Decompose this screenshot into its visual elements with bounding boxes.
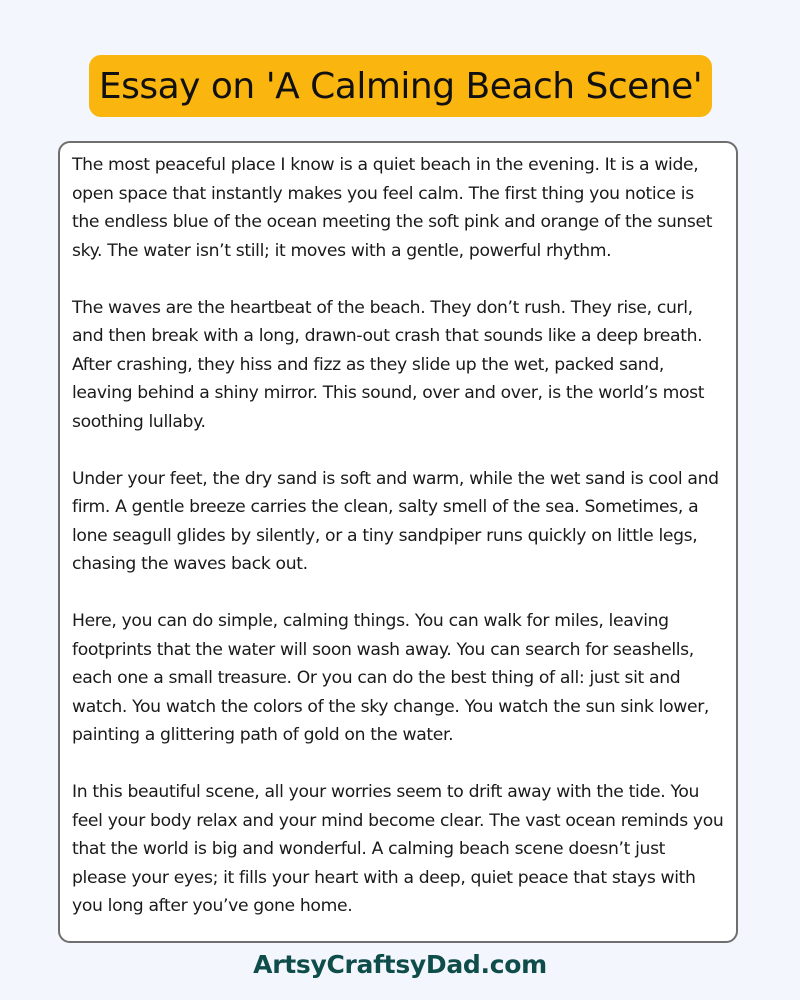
title-banner [89,55,712,117]
page-title: Essay on 'A Calming Beach Scene' [98,65,703,107]
essay-paragraph-3: Under your feet, the dry sand is soft and warm, while the wet sand is cool and firm. A gentle breeze carries the clean, salty smell of the sea. Sometimes, a lone seagull glides by silently, or a tiny sandpiper runs quickly on little legs, chasing the waves back out. [72,468,719,574]
website-credit: ArtsyCraftsyDad.com [253,950,547,979]
essay-body [58,141,738,943]
essay-paragraph-1: The most peaceful place I know is a quiet beach in the evening. It is a wide, open space that instantly makes you feel calm. The first thing you notice is the endless blue of the ocean meeting the soft pink and orange of the sunset sky. The water isn’t still; it moves with a gentle, powerful rhythm. [72,155,713,261]
essay-paragraph-5: In this beautiful scene, all your worries seem to drift away with the tide. You feel your body relax and your mind become clear. The vast ocean reminds you that the world is big and wonderful. A calming beach scene doesn’t just please your eyes; it fills your heart with a deep, quiet peace that stays with you long after you’ve gone home. [72,782,724,916]
essay-paragraph-2: The waves are the heartbeat of the beach. They don’t rush. They rise, curl, and then break with a long, drawn-out crash that sounds like a deep breath. After crashing, they hiss and fizz as they slide up the wet, packed sand, leaving behind a shiny mirror. This sound, over and over, is the world’s most soothing lullaby. [72,297,705,432]
essay-paragraph-4: Here, you can do simple, calming things. You can walk for miles, leaving footprints that the water will soon wash away. You can search for seashells, each one a small treasure. Or you can do the best thing of all: just sit and watch. You watch the colors of the sky change. You watch the sun sink lower, painting a glittering path of gold on the water. [72,611,710,745]
